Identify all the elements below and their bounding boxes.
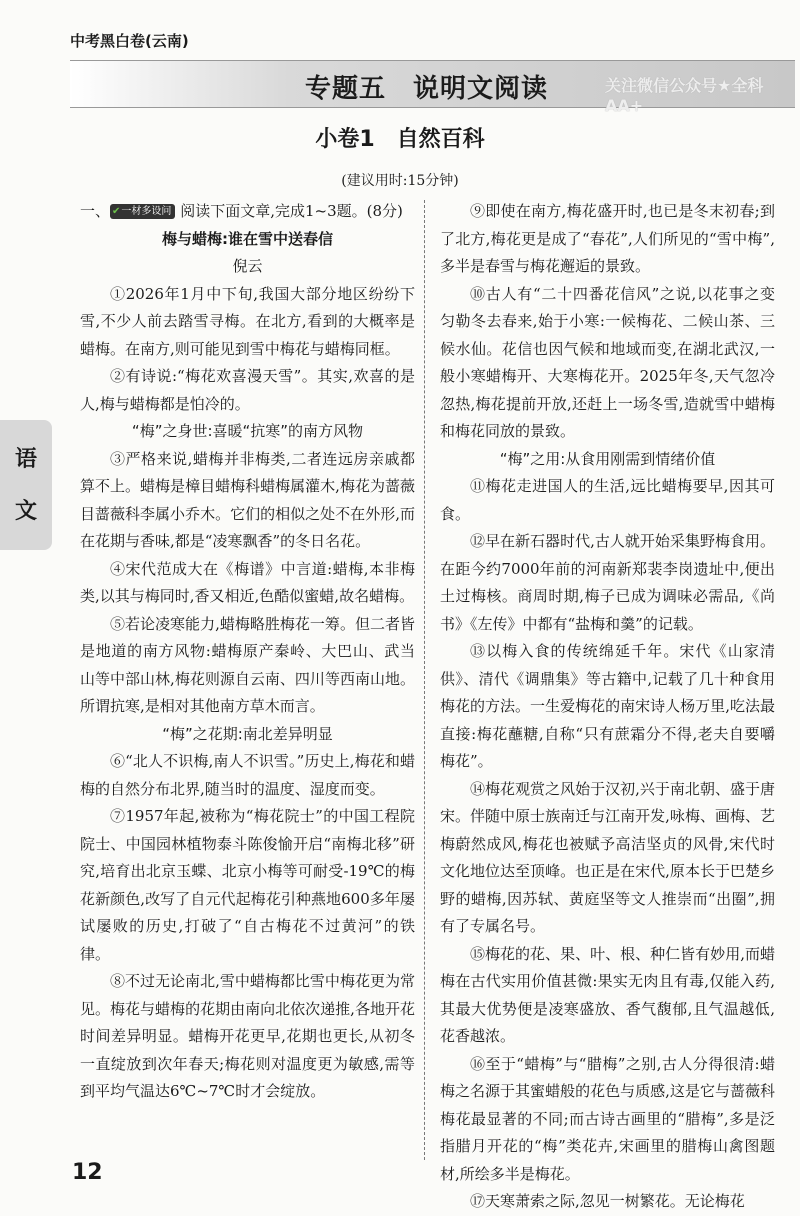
right-column xyxy=(440,198,775,1216)
paragraph-13: ⑬以梅入食的传统绵延千年。宋代《山家清供》、清代《调鼎集》等古籍中,记载了几十种食用梅花的方法。一生爱梅花的南宋诗人杨万里,吃法最直接:梅花蘸糖,自称“只有蔗霜分不得,老夫自要嚼梅花”。 xyxy=(440,642,775,770)
left-column xyxy=(80,198,415,1106)
paragraph-17: ⑰天寒萧索之际,忽见一树繁花。无论梅花 xyxy=(470,1192,745,1210)
section-heading-1: “梅”之身世:喜暖“抗寒”的南方风物 xyxy=(131,422,364,440)
banner-title: 专题五 说明文阅读 xyxy=(305,74,549,104)
paragraph-10: ⑩古人有“二十四番花信风”之说,以花事之变匀勒冬去春来,始于小寒:一候梅花、二候山茶、三候水仙。花信也因气候和地域而变,在湖北武汉,一般小寒蜡梅开、大寒梅花开。2025年冬,天气忽冷忽热,梅花提前开放,还赶上一场冬雪,造就雪中蜡梅和梅花同放的景致。 xyxy=(440,284,775,440)
paragraph-16: ⑯至于“蜡梅”与“腊梅”之别,古人分得很清:蜡梅之名源于其蜜蜡般的花色与质感,这是它与蔷薇科梅花最显著的不同;而古诗古画里的“腊梅”,多是泛指腊月开花的“梅”类花卉,宋画里的腊梅山禽图题材,所绘多半是梅花。 xyxy=(440,1054,775,1183)
paragraph-12: ⑫早在新石器时代,古人就开始采集野梅食用。在距今约7000年前的河南新郑裴李岗遗址中,便出土过梅核。商周时期,梅子已成为调味必需品,《尚书》《左传》中都有“盐梅和羹”的记载。 xyxy=(440,532,775,633)
article-title: 梅与蜡梅:谁在雪中送春信 xyxy=(162,229,333,248)
paragraph-15: ⑮梅花的花、果、叶、根、种仁皆有妙用,而蜡梅在古代实用价值甚微:果实无肉且有毒,仅能入药,其最大优势便是凌寒盛放、香气馥郁,且气温越低,花香越浓。 xyxy=(440,944,775,1045)
column-divider xyxy=(424,200,425,1160)
paragraph-8: ⑧不过无论南北,雪中蜡梅都比雪中梅花更为常见。梅花与蜡梅的花期由南向北依次递推,各地开花时间差异明显。蜡梅开花更早,花期也更长,从初冬一直绽放到次年春天;梅花则对温度更为敏感,需等到平均气温达6℃~7℃时才会绽放。 xyxy=(80,972,415,1100)
question-badge xyxy=(110,204,175,219)
paragraph-1: ①2026年1月中下旬,我国大部分地区纷纷下雪,不少人前去踏雪寻梅。在北方,看到的大概率是蜡梅。在南方,则可能见到雪中梅花与蜡梅同框。 xyxy=(80,284,415,358)
check-icon: ✔ xyxy=(112,206,121,217)
watermark-text: 关注微信公众号★全科AA+ xyxy=(605,76,764,115)
article-author: 倪云 xyxy=(232,257,263,275)
paragraph-3: ③严格来说,蜡梅并非梅类,二者连远房亲戚都算不上。蜡梅是樟目蜡梅科蜡梅属灌木,梅花为蔷薇目蔷薇科李属小乔木。它们的相似之处不在外形,而在花期与香味,都是“凌寒飘香”的冬日名花。 xyxy=(80,449,415,550)
paragraph-2: ②有诗说:“梅花欢喜漫天雪”。其实,欢喜的是人,梅与蜡梅都是怕冷的。 xyxy=(80,367,415,413)
question-text: 阅读下面文章,完成1~3题。(8分) xyxy=(180,202,403,220)
suggested-time: (建议用时:15分钟) xyxy=(341,173,459,189)
paragraph-4: ④宋代范成大在《梅谱》中言道:蜡梅,本非梅类,以其与梅同时,香又相近,色酷似蜜蜡,故名蜡梅。 xyxy=(80,559,415,605)
paragraph-14: ⑭梅花观赏之风始于汉初,兴于南北朝、盛于唐宋。伴随中原士族南迁与江南开发,咏梅、画梅、艺梅蔚然成风,梅花也被赋予高洁坚贞的风骨,宋代时文化地位达至顶峰。也正是在宋代,原本长于巴楚乡野的蜡梅,因苏轼、黄庭坚等文人推崇而“出圈”,拥有了专属名号。 xyxy=(440,779,775,935)
paragraph-9: ⑨即使在南方,梅花盛开时,也已是冬末初春;到了北方,梅花更是成了“春花”,人们所见的“雪中梅”,多半是春雪与梅花邂逅的景致。 xyxy=(440,202,775,275)
subject-side-tab xyxy=(0,420,52,550)
paragraph-6: ⑥“北人不识梅,南人不识雪。”历史上,梅花和蜡梅的自然分布北界,随当时的温度、湿度而变。 xyxy=(80,752,415,798)
book-series-title: 中考黑白卷(云南) xyxy=(70,32,189,50)
side-tab-char-2: 文 xyxy=(14,499,37,524)
quiz-subtitle: 小卷1 自然百科 xyxy=(315,127,485,152)
section-heading-2: “梅”之花期:南北差异明显 xyxy=(162,724,333,743)
question-intro xyxy=(80,198,415,226)
paragraph-11: ⑪梅花走进国人的生活,远比蜡梅要早,因其可食。 xyxy=(440,477,775,523)
paragraph-5: ⑤若论凌寒能力,蜡梅略胜梅花一筹。但二者皆是地道的南方风物:蜡梅原产秦岭、大巴山、武当山等中部山林,梅花则源自云南、四川等西南山地。所谓抗寒,是相对其他南方草木而言。 xyxy=(80,614,415,715)
paragraph-7: ⑦1957年起,被称为“梅花院士”的中国工程院院士、中国园林植物泰斗陈俊愉开启“南梅北移”研究,培育出北京玉蝶、北京小梅等可耐受-19℃的梅花新颜色,改写了自元代起梅花引种燕地600多年屡试屡败的历史,打破了“自古梅花不过黄河”的铁律。 xyxy=(80,807,415,963)
badge-label: 一材多设问 xyxy=(121,206,172,217)
section-heading-3: “梅”之用:从食用刚需到情绪价值 xyxy=(499,449,716,468)
question-number: 一、 xyxy=(80,202,111,220)
section-banner xyxy=(70,60,795,115)
page-number: 12 xyxy=(72,1160,103,1185)
side-tab-char-1: 语 xyxy=(14,447,37,472)
